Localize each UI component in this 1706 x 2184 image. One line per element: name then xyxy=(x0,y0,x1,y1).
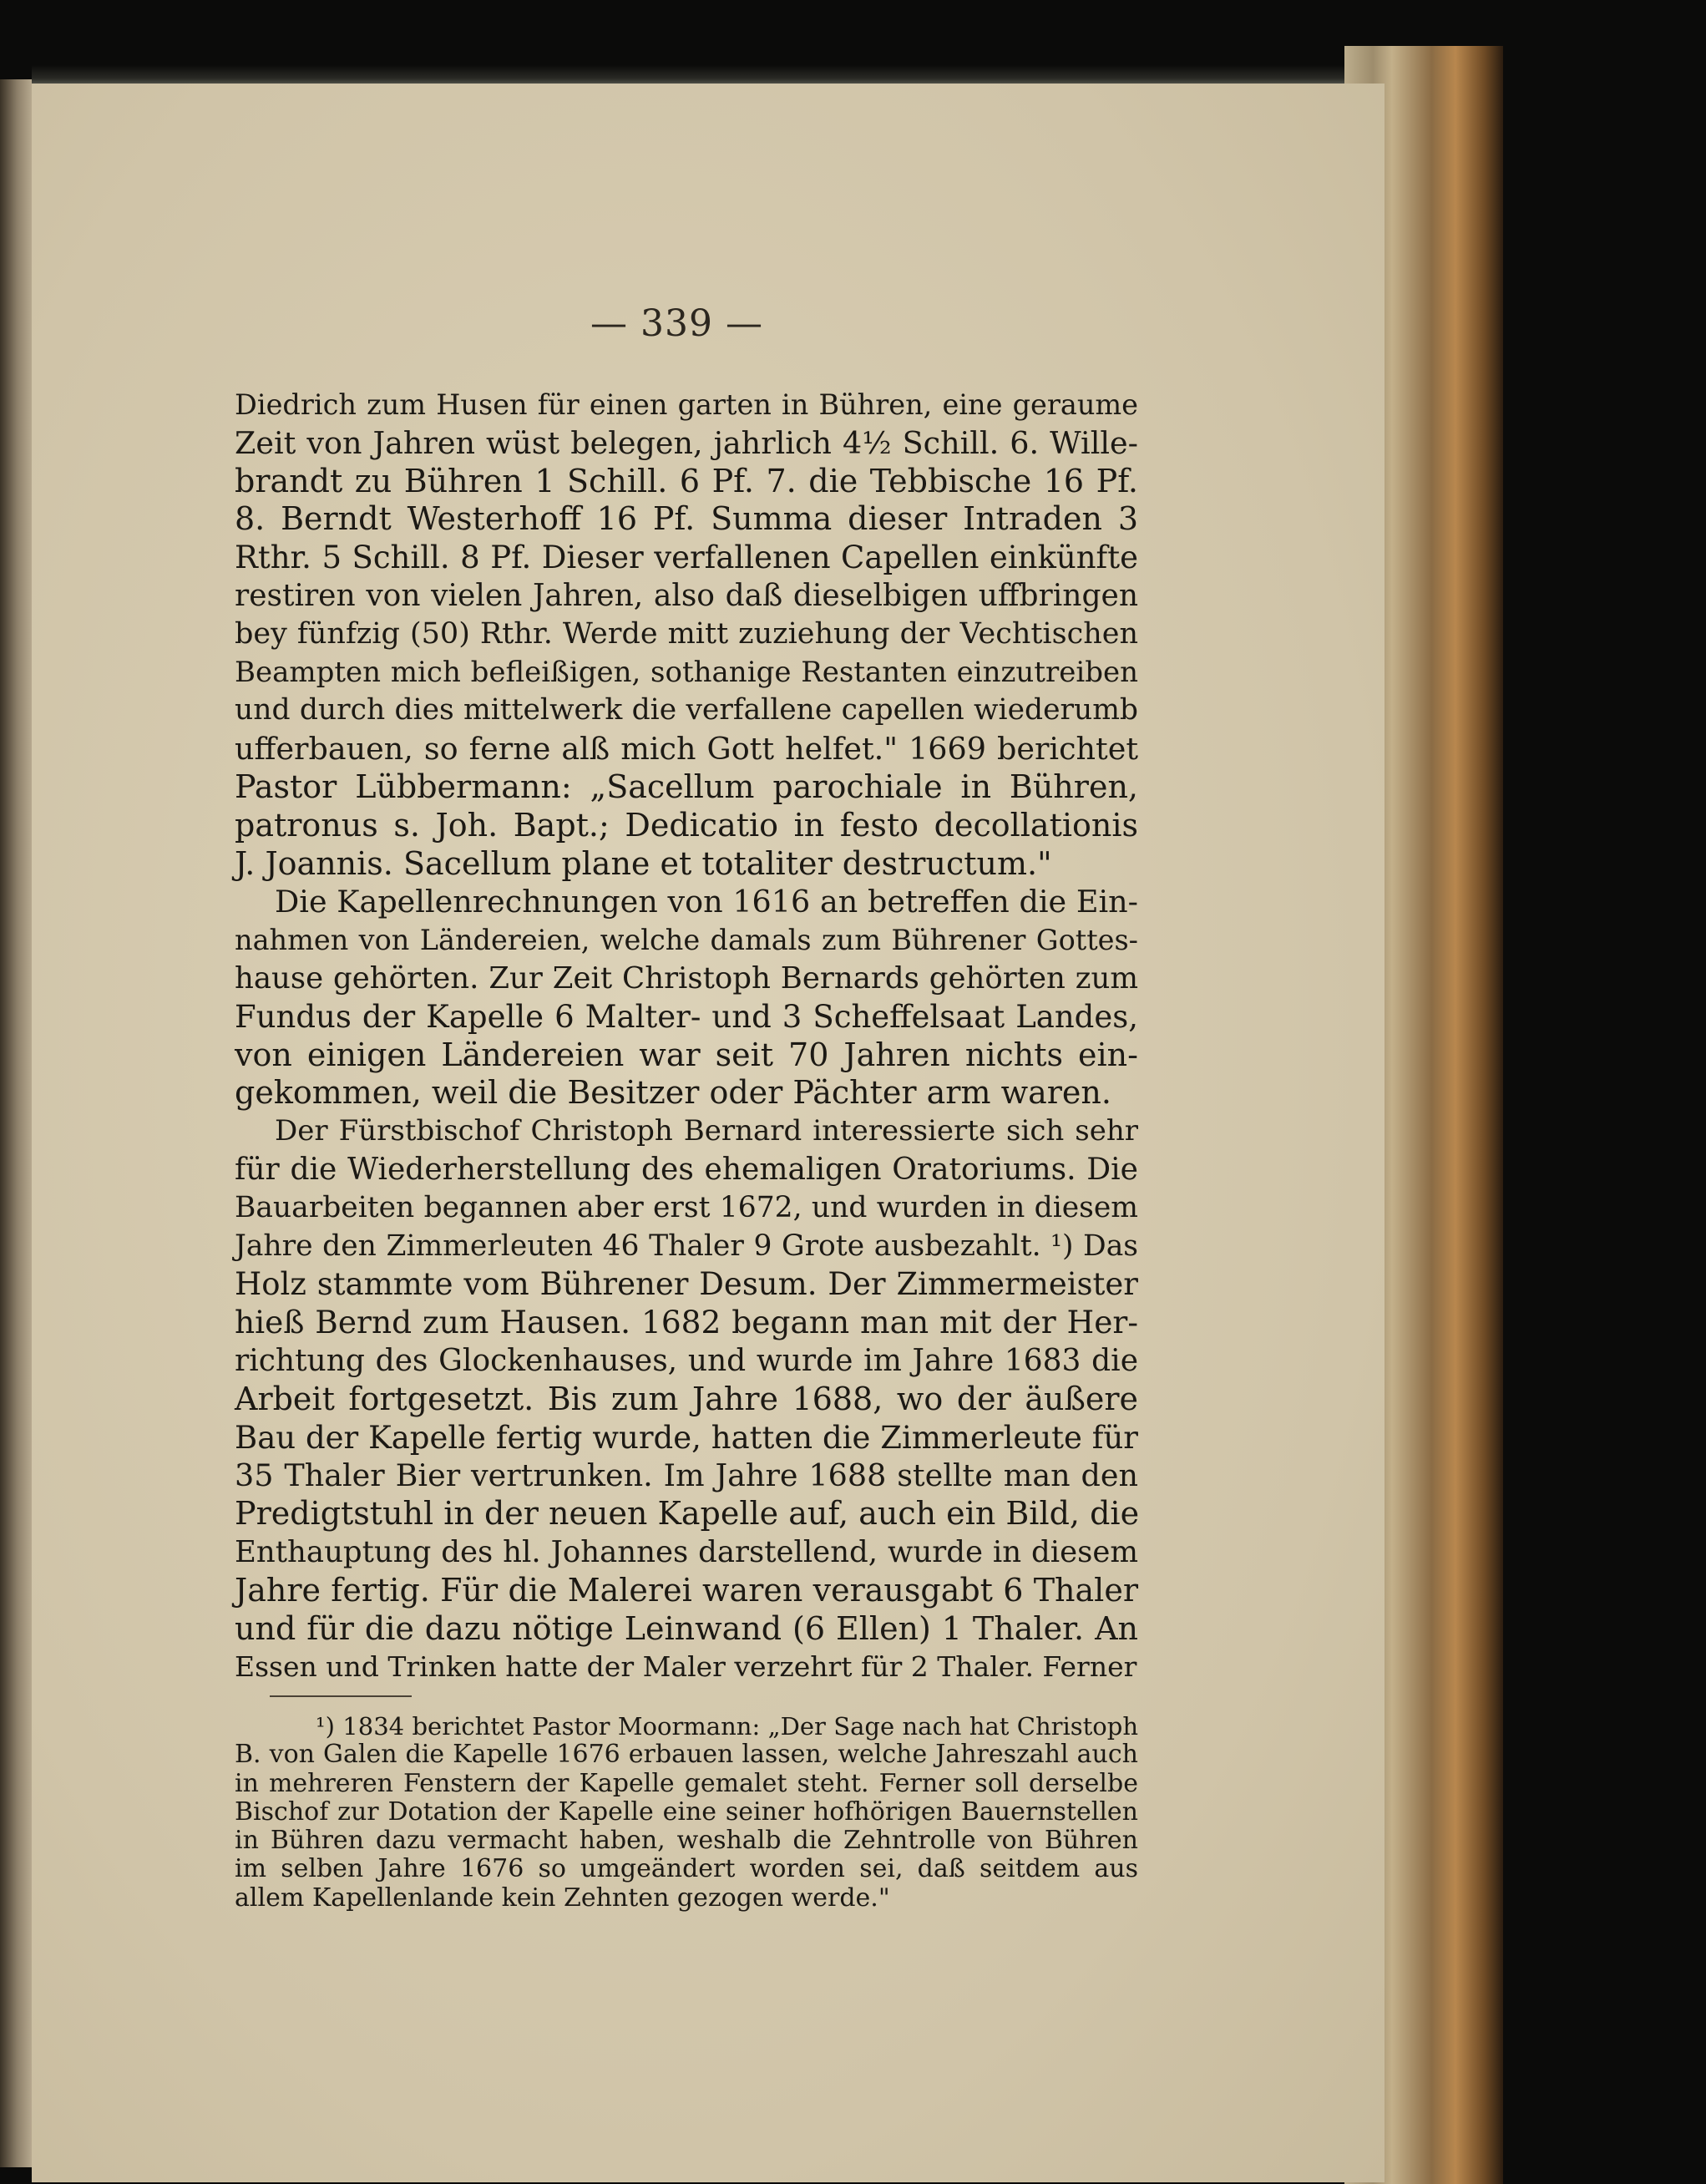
footnote xyxy=(235,1712,1138,1913)
footnote-line: im selben Jahre 1676 so umgeändert worden sei, daß seitdem aus xyxy=(235,1854,1138,1884)
text-line: und für die dazu nötige Leinwand (6 Ellen) 1 Thaler. An xyxy=(235,1609,1138,1647)
text-line: Rthr. 5 Schill. 8 Pf. Dieser verfallenen Capellen einkünfte xyxy=(235,540,1138,576)
text-line: Der Fürstbischof Christoph Bernard interessierte sich sehr xyxy=(275,1114,1138,1148)
footnote-line: in mehreren Fenstern der Kapelle gemalet steht. Ferner soll derselbe xyxy=(235,1768,1138,1798)
text-line: Bau der Kapelle fertig wurde, hatten die Zimmerleute für xyxy=(235,1419,1138,1456)
text-line: Fundus der Kapelle 6 Malter- und 3 Scheffelsaat Landes, xyxy=(235,998,1138,1035)
text-line: Diedrich zum Husen für einen garten in Bühren, eine geraume xyxy=(235,388,1138,421)
text-line: hieß Bernd zum Hausen. 1682 begann man mit der Her- xyxy=(235,1304,1138,1341)
left-page-edge xyxy=(0,79,32,2167)
text-line: restiren von vielen Jahren, also daß dieselbigen uffbringen xyxy=(235,578,1138,613)
text-line: von einigen Ländereien war seit 70 Jahren nichts ein- xyxy=(235,1036,1138,1073)
text-line: ufferbauen, so ferne alß mich Gott helfet." 1669 berichtet xyxy=(235,731,1138,768)
text-line: Zeit von Jahren wüst belegen, jahrlich 4½ Schill. 6. Wille- xyxy=(235,424,1138,461)
text-line: hause gehörten. Zur Zeit Christoph Bernards gehörten zum xyxy=(235,960,1138,996)
text-line: Bauarbeiten begannen aber erst 1672, und wurden in diesem xyxy=(235,1190,1138,1224)
text-line: Jahre fertig. Für die Malerei waren verausgabt 6 Thaler xyxy=(235,1571,1138,1609)
text-line: Predigtstuhl in der neuen Kapelle auf, auch ein Bild, die xyxy=(235,1495,1140,1533)
text-line: Essen und Trinken hatte der Maler verzehrt für 2 Thaler. Ferner xyxy=(235,1650,1137,1684)
text-line: Pastor Lübbermann: „Sacellum parochiale in Bühren, xyxy=(235,768,1138,805)
text-line: 35 Thaler Bier vertrunken. Im Jahre 1688 stellte man den xyxy=(235,1457,1138,1494)
text-line: gekommen, weil die Besitzer oder Pächter arm waren. xyxy=(235,1074,1111,1112)
footnote-line: Bischof zur Dotation der Kapelle eine seiner hofhörigen Bauernstellen xyxy=(235,1796,1138,1827)
footnote-line: B. von Galen die Kapelle 1676 erbauen lassen, welche Jahreszahl auch xyxy=(235,1740,1138,1770)
text-line: patronus s. Joh. Bapt.; Dedicatio in festo decollationis xyxy=(235,806,1138,844)
footnote-line: allem Kapellenlande kein Zehnten gezogen werde." xyxy=(235,1882,890,1913)
text-line: Jahre den Zimmerleuten 46 Thaler 9 Grote ausbezahlt. ¹) Das xyxy=(235,1229,1138,1263)
footnote-divider xyxy=(270,1695,412,1697)
text-line: Arbeit fortgesetzt. Bis zum Jahre 1688, wo der äußere xyxy=(235,1380,1138,1417)
footnote-line: ¹) 1834 berichtet Pastor Moormann: „Der Sage nach hat Christoph xyxy=(316,1712,1138,1741)
text-line: 8. Berndt Westerhoff 16 Pf. Summa dieser Intraden 3 xyxy=(235,500,1138,538)
book-page xyxy=(32,84,1385,2182)
text-line: Beampten mich befleißigen, sothanige Restanten einzutreiben xyxy=(235,655,1138,689)
text-line: für die Wiederherstellung des ehemaligen Oratoriums. Die xyxy=(235,1152,1138,1187)
text-line: Enthauptung des hl. Johannes darstellend, wurde in diesem xyxy=(235,1534,1138,1569)
page-number: — 339 — xyxy=(590,302,763,345)
text-line: bey fünfzig (50) Rthr. Werde mitt zuziehung der Vechtischen xyxy=(235,616,1138,651)
text-line: Holz stammte vom Bührener Desum. Der Zimmermeister xyxy=(235,1266,1138,1303)
body-text xyxy=(235,386,1138,1686)
text-line: und durch dies mittelwerk die verfallene capellen wiederumb xyxy=(235,693,1138,727)
text-line: brandt zu Bühren 1 Schill. 6 Pf. 7. die Tebbische 16 Pf. xyxy=(235,462,1138,499)
text-line: richtung des Glockenhauses, und wurde im Jahre 1683 die xyxy=(235,1343,1138,1378)
text-line: J. Joannis. Sacellum plane et totaliter destructum." xyxy=(235,844,1052,882)
text-line: nahmen von Ländereien, welche damals zum Bührener Gottes- xyxy=(235,924,1138,957)
footnote-line: in Bühren dazu vermacht haben, weshalb die Zehntrolle von Bühren xyxy=(235,1826,1138,1856)
text-line: Die Kapellenrechnungen von 1616 an betreffen die Ein- xyxy=(275,884,1138,920)
